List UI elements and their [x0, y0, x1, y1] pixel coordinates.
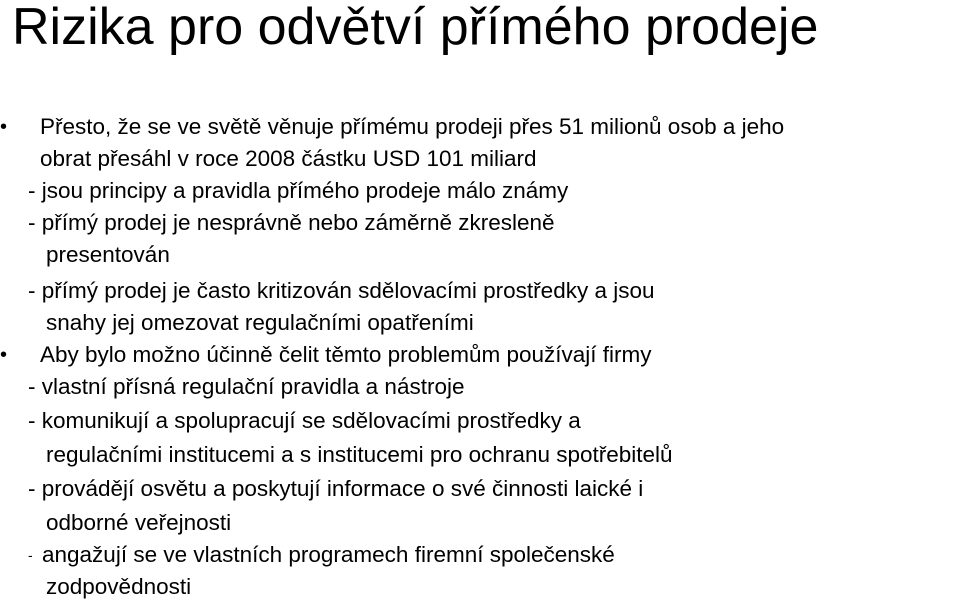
body-line: - vlastní přísná regulační pravidla a nástroje — [28, 374, 465, 399]
body-line: presentován — [46, 242, 170, 267]
body-line: Aby bylo možno účinně čelit těmto problemům používají firmy — [40, 342, 652, 367]
small-dash: - — [28, 547, 33, 563]
body-line: - provádějí osvětu a poskytují informace o své činnosti laické i — [28, 476, 644, 501]
body-line: odborné veřejnosti — [46, 510, 232, 535]
body-line: angažují se ve vlastních programech firemní společenské — [42, 542, 615, 567]
bullet-dot-icon: • — [0, 116, 8, 138]
body-line: - jsou principy a pravidla přímého prodeje málo známy — [28, 178, 569, 203]
body-line: - přímý prodej je nesprávně nebo záměrně zkresleně — [28, 210, 555, 235]
body-line: zodpovědnosti — [46, 574, 192, 599]
body-line: - přímý prodej je často kritizován sdělovacími prostředky a jsou — [28, 278, 655, 303]
body-line: regulačními institucemi a s institucemi pro ochranu spotřebitelů — [46, 442, 673, 467]
slide-title: Rizika pro odvětví přímého prodeje — [12, 0, 819, 56]
body-line: snahy jej omezovat regulačními opatřeními — [46, 310, 474, 335]
body-line: Přesto, že se ve světě věnuje přímému prodeji přes 51 milionů osob a jeho — [40, 114, 785, 139]
body-line: obrat přesáhl v roce 2008 částku USD 101 miliard — [40, 146, 537, 171]
body-line: - komunikují a spolupracují se sdělovacími prostředky a — [28, 408, 581, 433]
bullet-dot-icon: • — [0, 344, 8, 366]
